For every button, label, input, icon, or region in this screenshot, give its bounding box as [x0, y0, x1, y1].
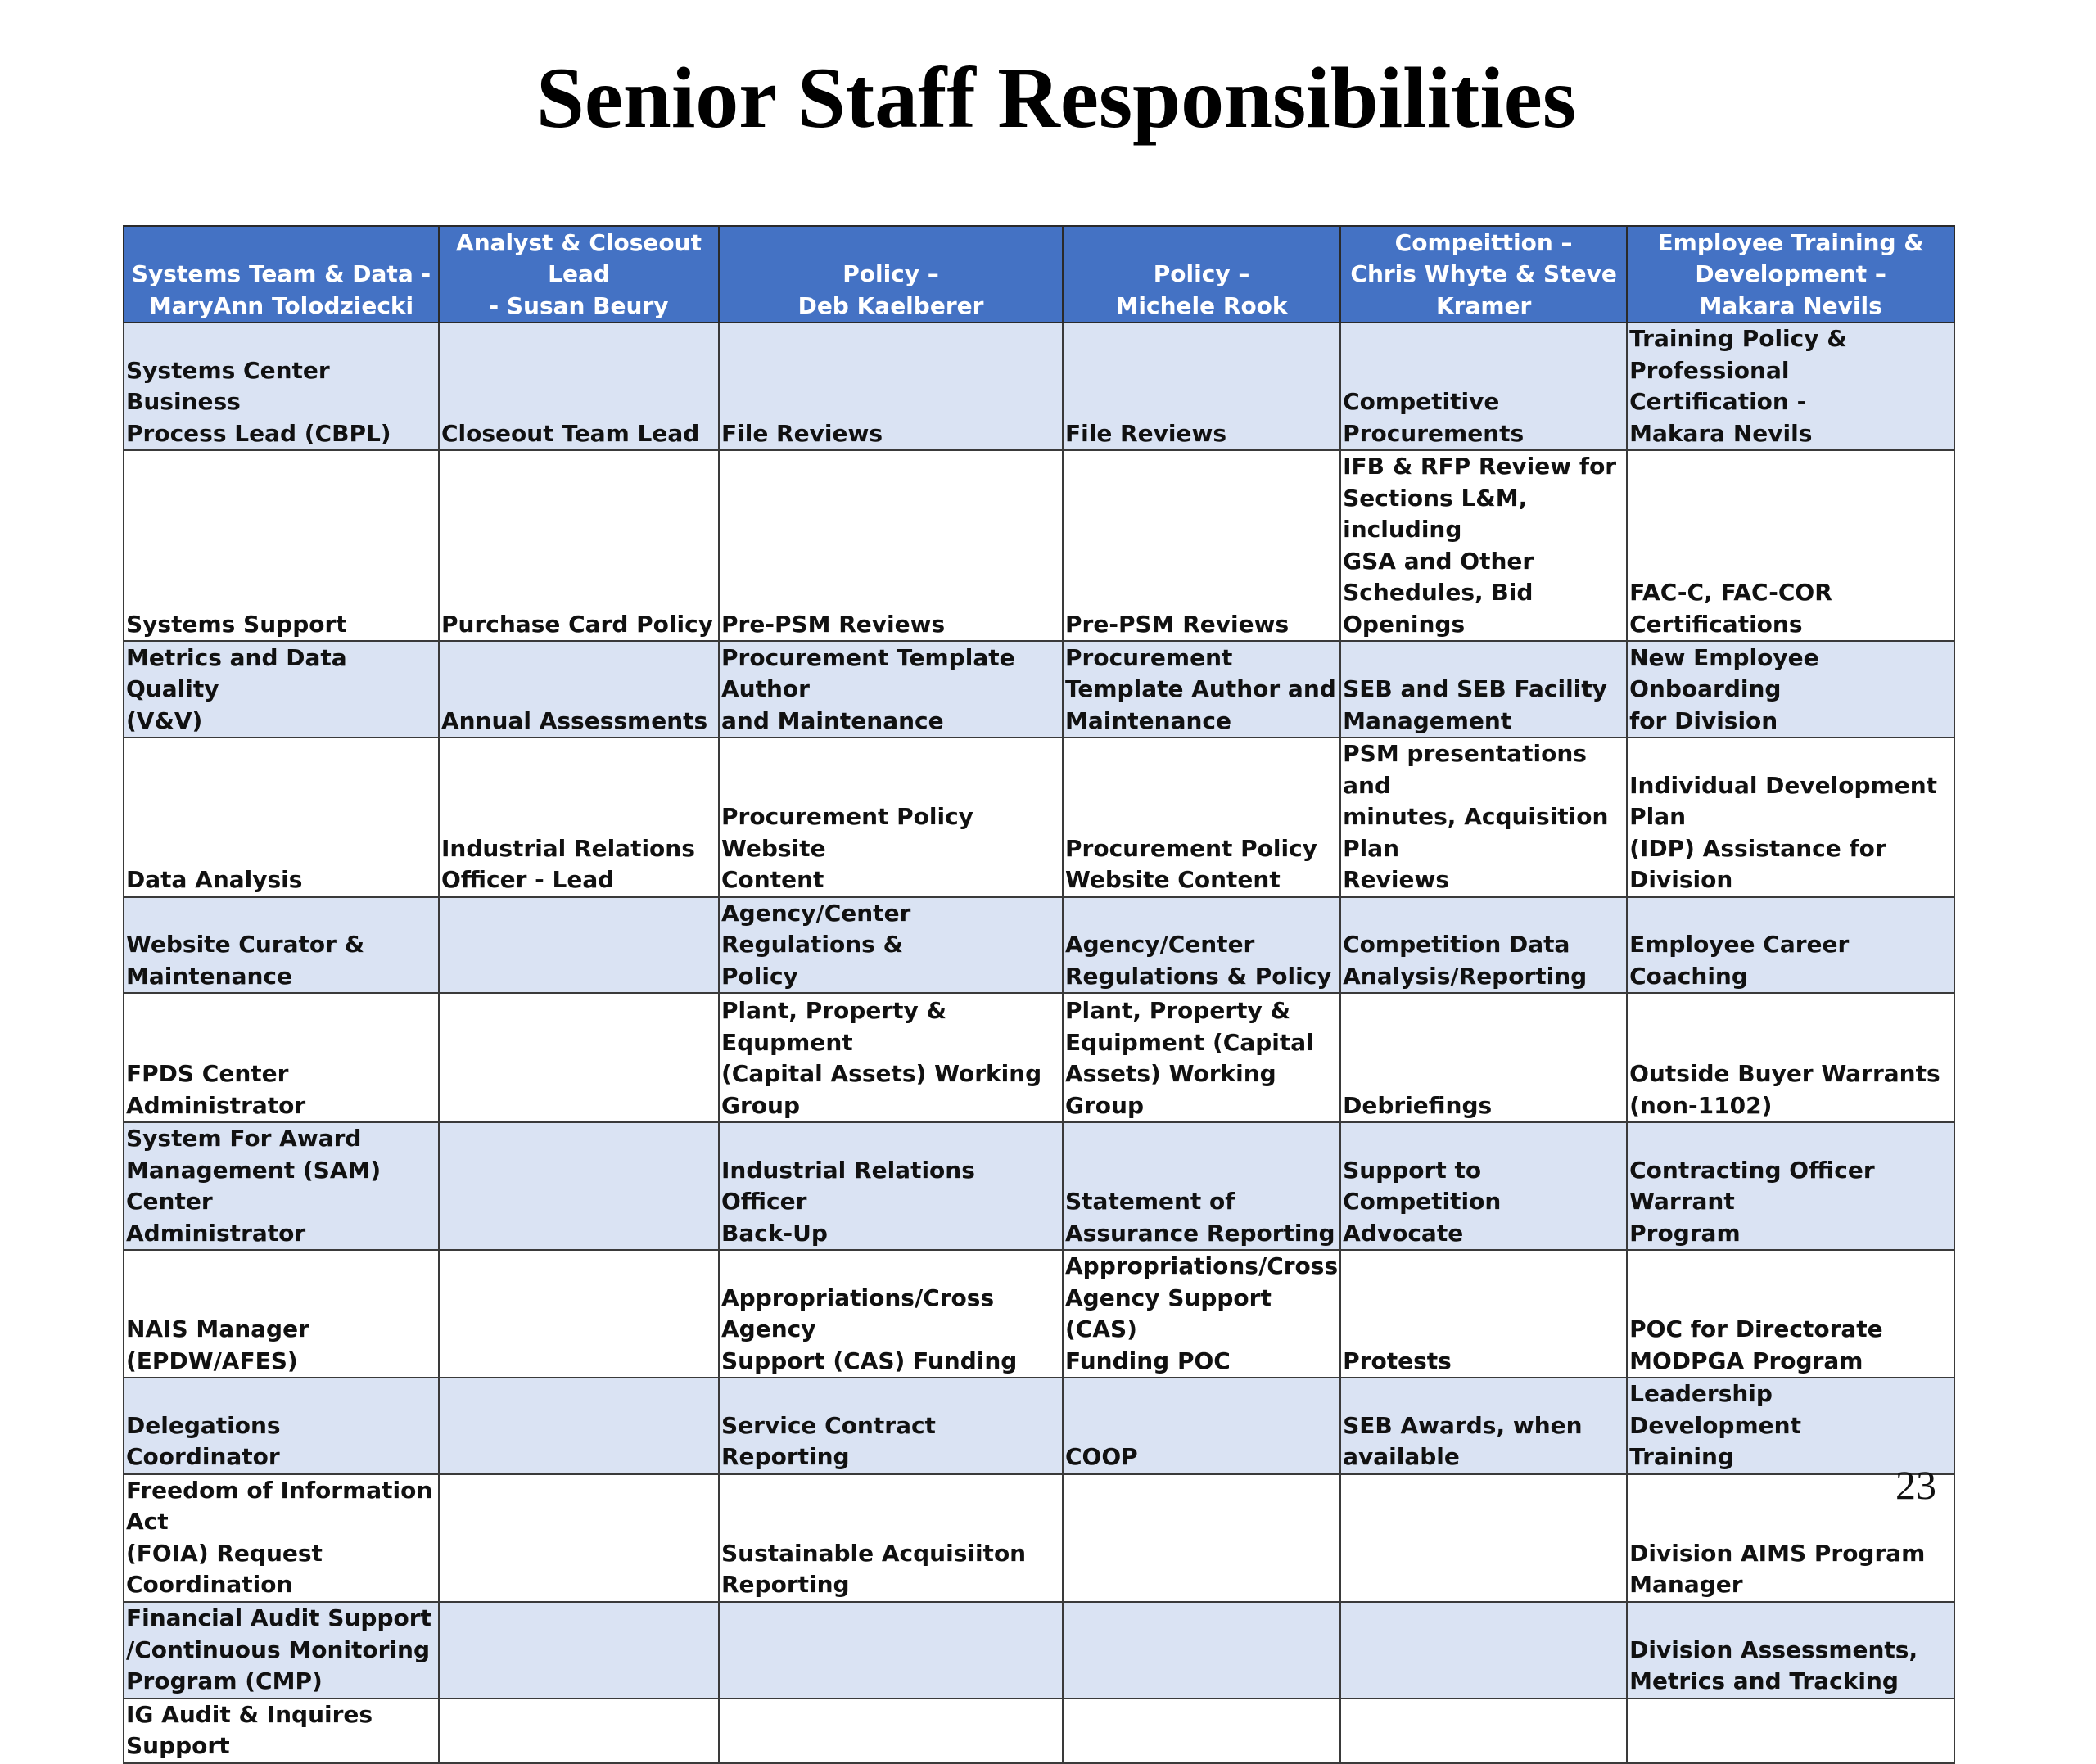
table-cell: Data Analysis [124, 738, 439, 897]
table-cell: File Reviews [1063, 323, 1340, 450]
table-cell: COOP [1063, 1378, 1340, 1474]
column-header-systems-team: Systems Team & Data - MaryAnn Tolodziecki [124, 226, 439, 323]
table-row [124, 323, 1954, 450]
table-cell [719, 1602, 1063, 1699]
table-row [124, 738, 1954, 897]
column-header-analyst-closeout: Analyst & Closeout Lead - Susan Beury [439, 226, 719, 323]
table-cell: Division Assessments, Metrics and Tracking [1627, 1602, 1954, 1699]
table-cell: Plant, Property & Equpment (Capital Assets) Working Group [719, 993, 1063, 1122]
table-cell: SEB Awards, when available [1340, 1378, 1627, 1474]
table-cell: Leadership Development Training [1627, 1378, 1954, 1474]
table-cell: PSM presentations and minutes, Acquisition Plan Reviews [1340, 738, 1627, 897]
responsibilities-table [123, 225, 1955, 1764]
table-cell [1340, 1602, 1627, 1699]
table-cell [439, 1250, 719, 1378]
table-cell: IG Audit & Inquires Support [124, 1699, 439, 1763]
table-cell [1340, 1699, 1627, 1763]
table-cell [439, 1122, 719, 1250]
table-row [124, 1699, 1954, 1763]
table-cell: Employee Career Coaching [1627, 897, 1954, 994]
table-cell: Procurement Policy Website Content [1063, 738, 1340, 897]
table-cell [1627, 1699, 1954, 1763]
page-number: 23 [1895, 1462, 1936, 1508]
table-cell: FPDS Center Administrator [124, 993, 439, 1122]
column-header-policy-kaelberer: Policy – Deb Kaelberer [719, 226, 1063, 323]
column-header-competition: Compeittion – Chris Whyte & Steve Kramer [1340, 226, 1627, 323]
table-cell: Agency/Center Regulations & Policy [1063, 897, 1340, 994]
table-cell [439, 1602, 719, 1699]
table-cell: Annual Assessments [439, 641, 719, 738]
table-cell: New Employee Onboarding for Division [1627, 641, 1954, 738]
table-cell [1063, 1699, 1340, 1763]
table-cell: Plant, Property & Equipment (Capital Assets) Working Group [1063, 993, 1340, 1122]
table-cell: Statement of Assurance Reporting [1063, 1122, 1340, 1250]
table-cell: Industrial Relations Officer Back-Up [719, 1122, 1063, 1250]
table-cell: Individual Development Plan (IDP) Assistance for Division [1627, 738, 1954, 897]
table-cell: Closeout Team Lead [439, 323, 719, 450]
table-cell [439, 1474, 719, 1602]
table-cell: Systems Center Business Process Lead (CBPL) [124, 323, 439, 450]
table-cell: Delegations Coordinator [124, 1378, 439, 1474]
table-cell: Metrics and Data Quality (V&V) [124, 641, 439, 738]
table-cell: Procurement Policy Website Content [719, 738, 1063, 897]
table-cell: Industrial Relations Officer - Lead [439, 738, 719, 897]
header-row [124, 226, 1954, 323]
table-cell: NAIS Manager (EPDW/AFES) [124, 1250, 439, 1378]
table-cell: Pre-PSM Reviews [1063, 450, 1340, 641]
table-row [124, 1378, 1954, 1474]
table-cell: Competition Data Analysis/Reporting [1340, 897, 1627, 994]
table-cell: Competitive Procurements [1340, 323, 1627, 450]
table-cell: Financial Audit Support /Continuous Monitoring Program (CMP) [124, 1602, 439, 1699]
table-cell: Outside Buyer Warrants (non-1102) [1627, 993, 1954, 1122]
table-row [124, 450, 1954, 641]
table-cell: Training Policy & Professional Certification - Makara Nevils [1627, 323, 1954, 450]
table-cell: Protests [1340, 1250, 1627, 1378]
table-cell [439, 1378, 719, 1474]
table-cell: Contracting Officer Warrant Program [1627, 1122, 1954, 1250]
column-header-policy-rook: Policy – Michele Rook [1063, 226, 1340, 323]
table-row [124, 641, 1954, 738]
table-cell: Freedom of Information Act (FOIA) Request Coordination [124, 1474, 439, 1602]
table-cell: Service Contract Reporting [719, 1378, 1063, 1474]
table-cell: Division AIMS Program Manager [1627, 1474, 1954, 1602]
table-cell: Procurement Template Author and Maintenance [719, 641, 1063, 738]
table-row [124, 1602, 1954, 1699]
table-cell [1340, 1474, 1627, 1602]
table-cell: IFB & RFP Review for Sections L&M, including GSA and Other Schedules, Bid Openings [1340, 450, 1627, 641]
table-cell: Agency/Center Regulations & Policy [719, 897, 1063, 994]
table-cell: Procurement Template Author and Maintenance [1063, 641, 1340, 738]
table-cell: Sustainable Acquisiiton Reporting [719, 1474, 1063, 1602]
table-cell: Systems Support [124, 450, 439, 641]
table-cell [439, 1699, 719, 1763]
table-cell: FAC-C, FAC-COR Certifications [1627, 450, 1954, 641]
table-row [124, 897, 1954, 994]
table-cell: SEB and SEB Facility Management [1340, 641, 1627, 738]
table-row [124, 1122, 1954, 1250]
table-cell: System For Award Management (SAM) Center Administrator [124, 1122, 439, 1250]
table-cell [1063, 1474, 1340, 1602]
table-cell: Debriefings [1340, 993, 1627, 1122]
table-cell: File Reviews [719, 323, 1063, 450]
table-cell [439, 993, 719, 1122]
table-row [124, 993, 1954, 1122]
table-cell: POC for Directorate MODPGA Program [1627, 1250, 1954, 1378]
table-cell [439, 897, 719, 994]
table-cell [1063, 1602, 1340, 1699]
table-cell [719, 1699, 1063, 1763]
table-cell: Appropriations/Cross Agency Support (CAS) Funding POC [1063, 1250, 1340, 1378]
table-cell: Support to Competition Advocate [1340, 1122, 1627, 1250]
table-row [124, 1474, 1954, 1602]
table-cell: Appropriations/Cross Agency Support (CAS) Funding [719, 1250, 1063, 1378]
table-row [124, 1250, 1954, 1378]
slide-title: Senior Staff Responsibilities [535, 50, 1577, 146]
column-header-employee-training: Employee Training & Development – Makara Nevils [1627, 226, 1954, 323]
table-cell: Website Curator & Maintenance [124, 897, 439, 994]
table-cell: Pre-PSM Reviews [719, 450, 1063, 641]
table-cell: Purchase Card Policy [439, 450, 719, 641]
